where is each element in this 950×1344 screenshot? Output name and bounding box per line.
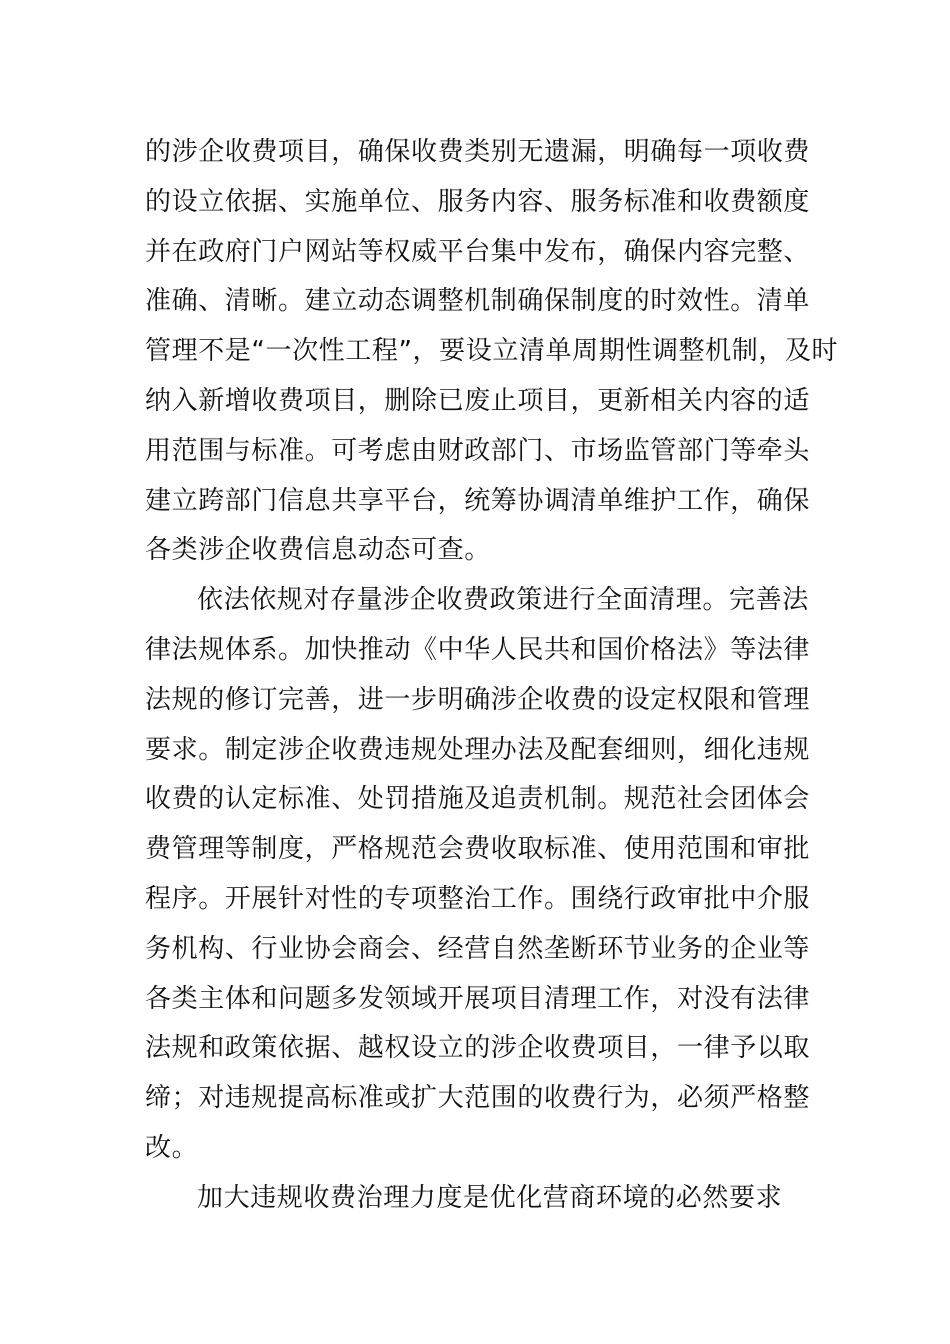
text-line: 缔；对违规提高标准或扩大范围的收费行为，必须严格整 (145, 1083, 811, 1114)
text-line: 收费的认定标准、处罚措施及追责机制。规范社会团体会 (145, 784, 811, 815)
text-line: 依法依规对存量涉企收费政策进行全面清理。完善法 (197, 585, 809, 616)
text-line: 建立跨部门信息共享平台，统筹协调清单维护工作，确保 (145, 485, 811, 516)
body-text (145, 128, 839, 1224)
text-line: 并在政府门户网站等权威平台集中发布，确保内容完整、 (145, 236, 811, 267)
text-line: 纳入新增收费项目，删除已废止项目，更新相关内容的适 (145, 385, 811, 416)
text-line: 管理不是“一次性工程”，要设立清单周期性调整机制，及时 (145, 336, 839, 367)
text-line: 务机构、行业协会商会、经营自然垄断环节业务的企业等 (145, 933, 811, 964)
text-line: 准确、清晰。建立动态调整机制确保制度的时效性。清单 (145, 286, 811, 317)
text-line: 用范围与标准。可考虑由财政部门、市场监管部门等牵头 (145, 435, 811, 466)
paragraph-2 (145, 576, 815, 1174)
text-line: 要求。制定涉企收费违规处理办法及配套细则，细化违规 (145, 734, 811, 765)
text-line: 加大违规收费治理力度是优化营商环境的必然要求 (197, 1182, 783, 1213)
text-line: 各类主体和问题多发领域开展项目清理工作，对没有法律 (145, 983, 811, 1014)
text-line: 程序。开展针对性的专项整治工作。围绕行政审批中介服 (145, 883, 811, 914)
text-line: 各类涉企收费信息动态可查。 (145, 535, 491, 566)
paragraph-3 (145, 1174, 815, 1224)
text-line: 律法规体系。加快推动《中华人民共和国价格法》等法律 (145, 634, 811, 665)
text-line: 改。 (145, 1132, 199, 1163)
text-line: 费管理等制度，严格规范会费收取标准、使用范围和审批 (145, 834, 811, 865)
text-line: 法规的修订完善，进一步明确涉企收费的设定权限和管理 (145, 684, 811, 715)
text-line: 的涉企收费项目，确保收费类别无遗漏，明确每一项收费 (145, 137, 811, 167)
text-line: 的设立依据、实施单位、服务内容、服务标准和收费额度 (145, 186, 811, 217)
paragraph-1 (145, 128, 839, 576)
text-line: 法规和政策依据、越权设立的涉企收费项目，一律予以取 (145, 1033, 811, 1064)
